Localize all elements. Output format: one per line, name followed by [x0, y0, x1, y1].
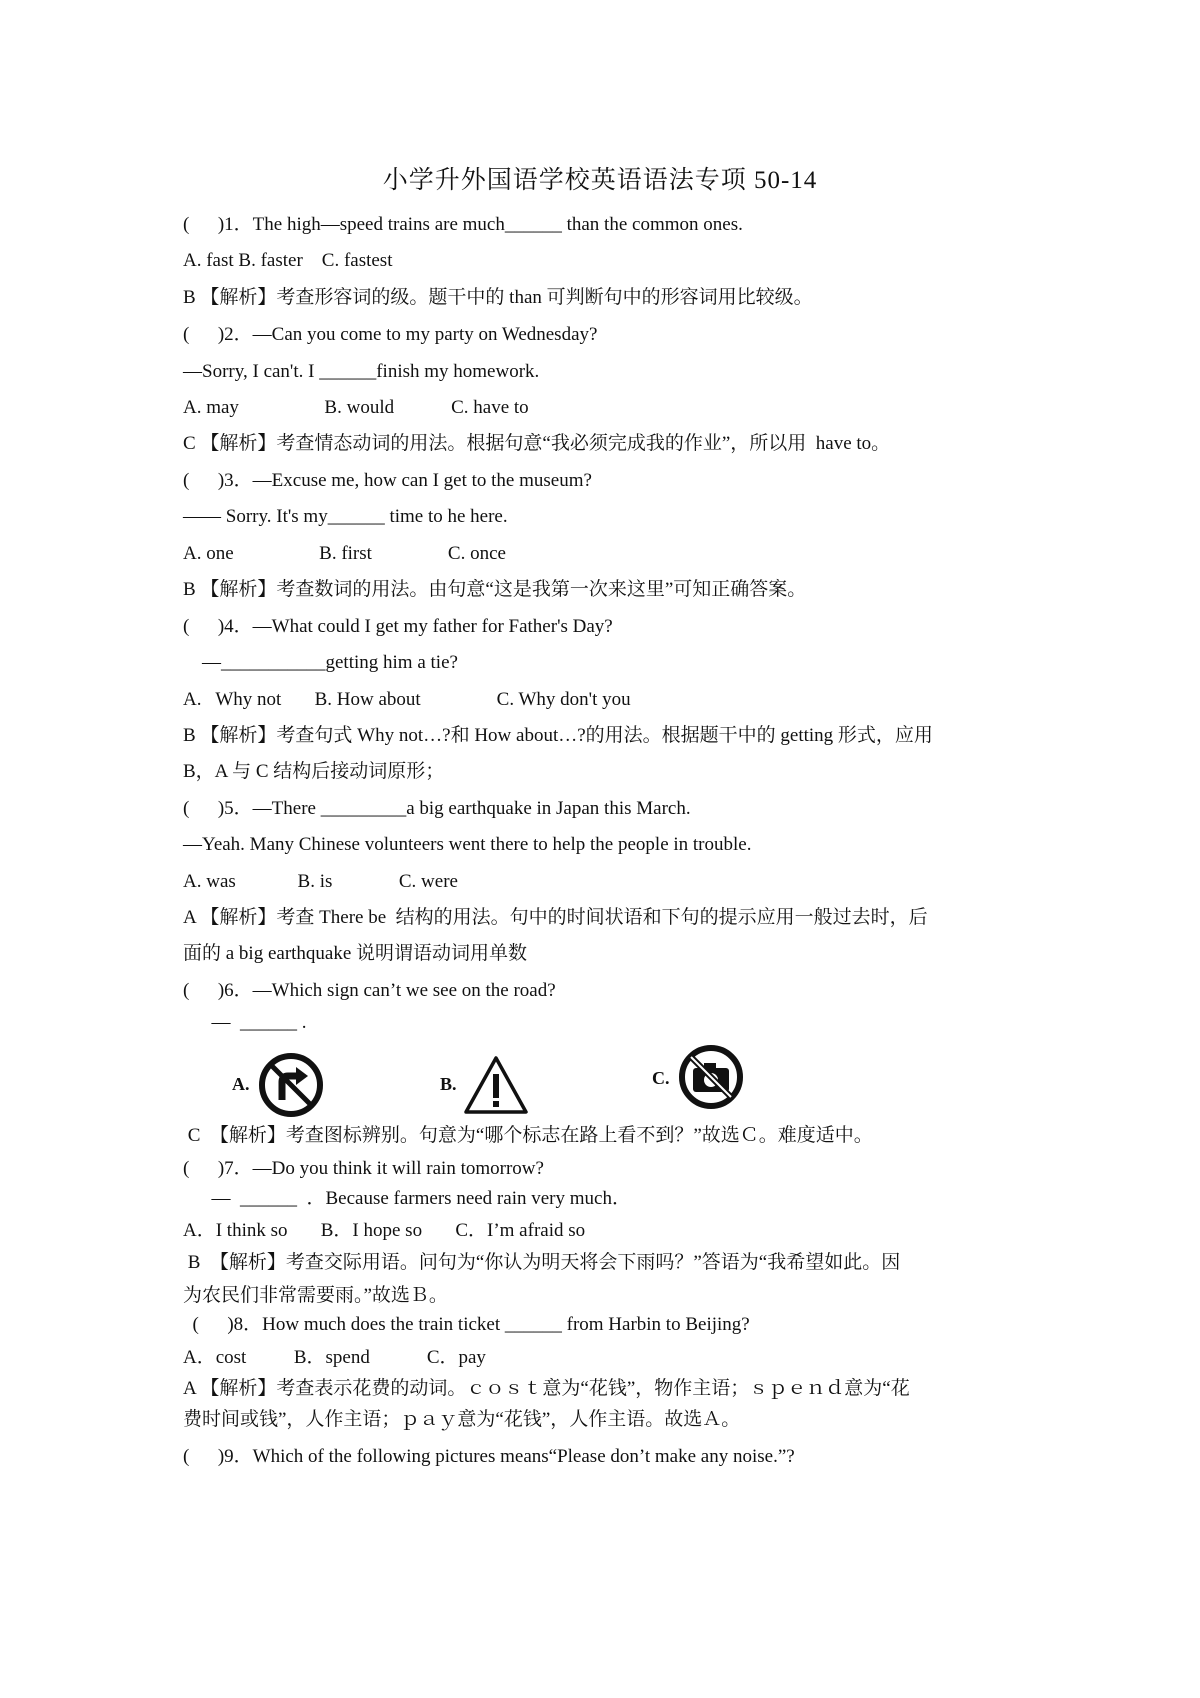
text-line: ( )3．—Excuse me, how can I get to the museum?: [183, 470, 592, 491]
page-title: 小学升外国语学校英语语法专项 50-14: [382, 167, 818, 194]
text-line: A．I think so B．I hope so C．I’m afraid so: [183, 1220, 586, 1241]
text-line: 面的 a big earthquake 说明谓语动词用单数: [183, 943, 528, 964]
warning-triangle-sign-icon: [462, 1054, 530, 1116]
text-line: — ______ .: [183, 1012, 307, 1033]
text-line: A 【解析】考查表示花费的动词。ｃｏｓｔ意为“花钱”，物作主语；ｓｐｅｎｄ意为“花: [183, 1378, 910, 1399]
text-line: B 【解析】考查交际用语。问句为“你认为明天将会下雨吗？”答语为“我希望如此。因: [183, 1252, 901, 1273]
text-line: 费时间或钱”，人作主语；ｐａｙ意为“花钱”，人作主语。故选Ａ。: [183, 1409, 741, 1430]
text-line: A. one B. first C. once: [183, 543, 506, 564]
sign-option-b: [440, 1050, 550, 1120]
text-line: B 【解析】考查数词的用法。由句意“这是我第一次来这里”可知正确答案。: [183, 579, 807, 600]
text-line: 为农民们非常需要雨。”故选Ｂ。: [183, 1285, 448, 1306]
text-line: ( )5．—There _________a big earthquake in Japan this March.: [183, 798, 691, 819]
text-line: B 【解析】考查形容词的级。题干中的 than 可判断句中的形容词用比较级。: [183, 287, 813, 308]
text-line: ( )7．—Do you think it will rain tomorrow?: [183, 1158, 544, 1179]
text-line: — ______ ．Because farmers need rain very much．: [183, 1188, 631, 1209]
text-line: A. fast B. faster C. fastest: [183, 250, 393, 271]
sign-option-c: [652, 1050, 762, 1120]
sign-option-a-label: A.: [232, 1074, 250, 1094]
text-line: —___________getting him a tie?: [183, 652, 458, 673]
sign-option-b-label: B.: [440, 1074, 457, 1094]
text-line: ( )9．Which of the following pictures means“Please don’t make any noise.”?: [183, 1446, 795, 1467]
sign-options: [232, 1050, 792, 1120]
text-line: ( )1．The high—speed trains are much______ than the common ones.: [183, 214, 743, 235]
text-line: A. may B. would C. have to: [183, 397, 529, 418]
text-line: B 【解析】考查句式 Why not…?和 How about…?的用法。根据题干中的 getting 形式，应用: [183, 725, 933, 746]
text-line: A 【解析】考查 There be 结构的用法。句中的时间状语和下句的提示应用一般过去时，后: [183, 907, 928, 928]
no-right-turn-sign-icon: [258, 1052, 324, 1118]
text-line: ( )6．—Which sign can’t we see on the road?: [183, 980, 556, 1001]
text-line: B，A 与 C 结构后接动词原形；: [183, 761, 445, 782]
text-line: —— Sorry. It's my______ time to he here.: [183, 506, 508, 527]
text-line: A. was B. is C. were: [183, 871, 458, 892]
sign-option-a: [232, 1050, 342, 1120]
text-line: —Yeah. Many Chinese volunteers went there to help the people in trouble.: [183, 834, 752, 855]
text-line: C 【解析】考查图标辨别。句意为“哪个标志在路上看不到？”故选Ｃ。难度适中。: [183, 1125, 873, 1146]
sign-option-c-label: C.: [652, 1068, 670, 1088]
text-line: A. Why not B. How about C. Why don't you: [183, 689, 631, 710]
text-line: C 【解析】考查情态动词的用法。根据句意“我必须完成我的作业”，所以用 have to。: [183, 433, 891, 454]
no-photography-sign-icon: [678, 1044, 744, 1110]
text-line: —Sorry, I can't. I ______finish my homework.: [183, 361, 540, 382]
text-line: A．cost B．spend C．pay: [183, 1347, 486, 1368]
text-line: ( )2．—Can you come to my party on Wednesday?: [183, 324, 598, 345]
text-line: ( )4．—What could I get my father for Father's Day?: [183, 616, 613, 637]
text-line: ( )8．How much does the train ticket ______ from Harbin to Beijing?: [183, 1314, 750, 1335]
